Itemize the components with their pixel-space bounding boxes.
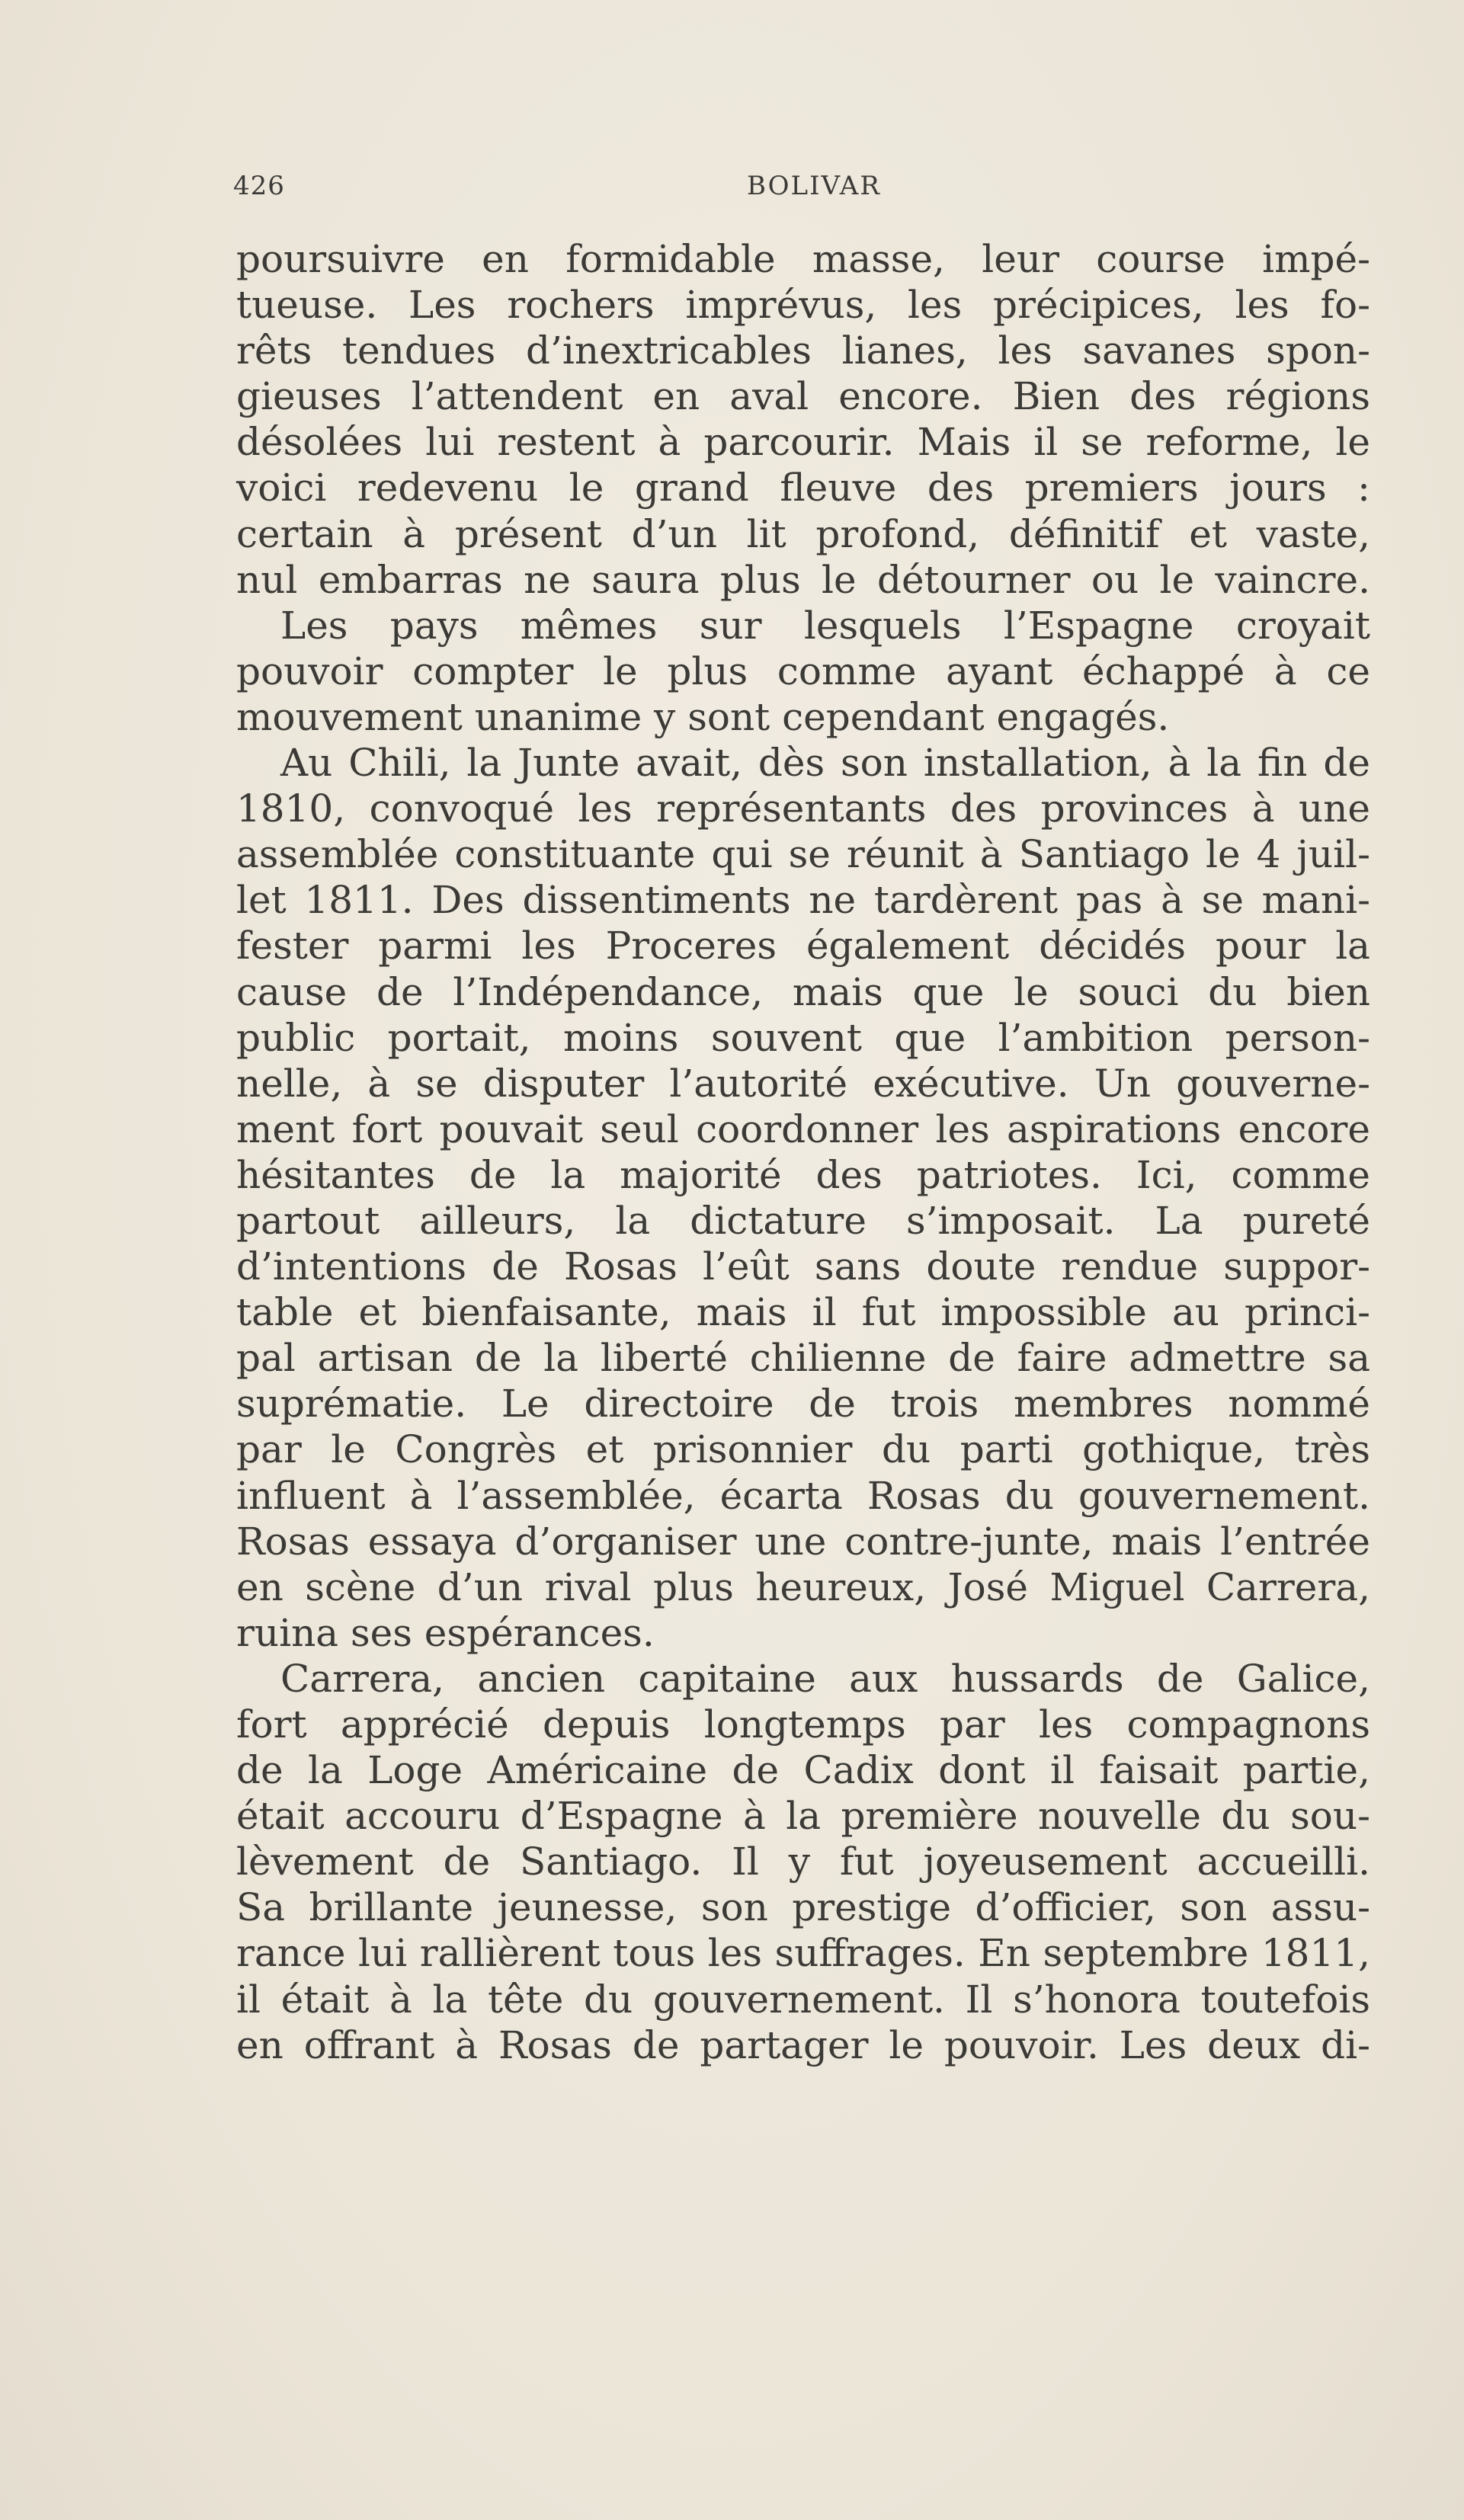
text-line: en scène d’un rival plus heureux, José Miguel Carrera, [236,1564,1370,1609]
page-number: 426 [233,171,285,201]
text-line: ment fort pouvait seul coordonner les aspirations encore [236,1106,1370,1151]
text-line: lèvement de Santiago. Il y fut joyeusement accueilli. [236,1840,1370,1884]
running-title: BOLIVAR [747,171,881,201]
text-line: fort apprécié depuis longtemps par les compagnons [236,1702,1370,1747]
paragraph-start-line: Carrera, ancien capitaine aux hussards de Galice, [280,1656,1370,1701]
text-line: poursuivre en formidable masse, leur course impé- [236,237,1370,281]
text-line: désolées lui restent à parcourir. Mais il se reforme, le [236,420,1370,465]
text-line: public portait, moins souvent que l’ambition person- [236,1015,1370,1060]
text-line: pouvoir compter le plus comme ayant échappé à ce [236,648,1370,693]
text-line: fester parmi les Proceres également décidés pour la [236,924,1370,969]
text-line: pal artisan de la liberté chilienne de faire admettre sa [236,1336,1370,1381]
text-line: en offrant à Rosas de partager le pouvoir. Les deux di- [236,2022,1370,2067]
text-line: rêts tendues d’inextricables lianes, les savanes spon- [236,328,1370,373]
text-line: Rosas essaya d’organiser une contre-junte, mais l’entrée [236,1519,1370,1564]
text-line: de la Loge Américaine de Cadix dont il faisait partie, [236,1748,1370,1793]
text-line: hésitantes de la majorité des patriotes. Ici, comme [236,1152,1370,1197]
paragraph-start-line: Au Chili, la Junte avait, dès son installation, à la fin de [280,741,1370,786]
body-text [236,236,1370,2068]
text-line: il était à la tête du gouvernement. Il s’honora toutefois [236,1977,1370,2022]
text-line: influent à l’assemblée, écarta Rosas du gouvernement. [236,1473,1370,1518]
text-line: cause de l’Indépendance, mais que le souci du bien [236,969,1370,1014]
text-line: 1810, convoqué les représentants des provinces à une [236,786,1370,831]
text-line: table et bienfaisante, mais il fut impossible au princi- [236,1290,1370,1335]
page-header [233,171,1395,216]
paragraph-start-line: Les pays mêmes sur lesquels l’Espagne croyait [280,603,1370,648]
text-line: Sa brillante jeunesse, son prestige d’officier, son assu- [236,1885,1370,1930]
text-line: rance lui rallièrent tous les suffrages. En septembre 1811, [236,1931,1370,1976]
text-line: d’intentions de Rosas l’eût sans doute rendue suppor- [236,1244,1370,1289]
paragraph-end-line: mouvement unanime y sont cependant engagés. [236,694,1170,739]
text-line: gieuses l’attendent en aval encore. Bien des régions [236,374,1370,419]
text-line: partout ailleurs, la dictature s’imposait. La pureté [236,1198,1370,1243]
text-line: let 1811. Des dissentiments ne tardèrent pas à se mani- [236,878,1370,923]
text-line: par le Congrès et prisonnier du parti gothique, très [236,1427,1370,1472]
text-line: suprématie. Le directoire de trois membres nommé [236,1382,1370,1427]
text-line: nul embarras ne saura plus le détourner ou le vaincre. [236,557,1370,602]
text-line: était accouru d’Espagne à la première nouvelle du sou- [236,1794,1370,1839]
paragraph-end-line: ruina ses espérances. [236,1610,655,1655]
text-line: assemblée constituante qui se réunit à Santiago le 4 juil- [236,832,1370,877]
text-line: voici redevenu le grand fleuve des premiers jours : [236,466,1370,511]
text-line: certain à présent d’un lit profond, définitif et vaste, [236,511,1370,556]
text-line: nelle, à se disputer l’autorité exécutive. Un gouverne- [236,1061,1370,1106]
text-line: tueuse. Les rochers imprévus, les précipices, les fo- [236,283,1370,328]
